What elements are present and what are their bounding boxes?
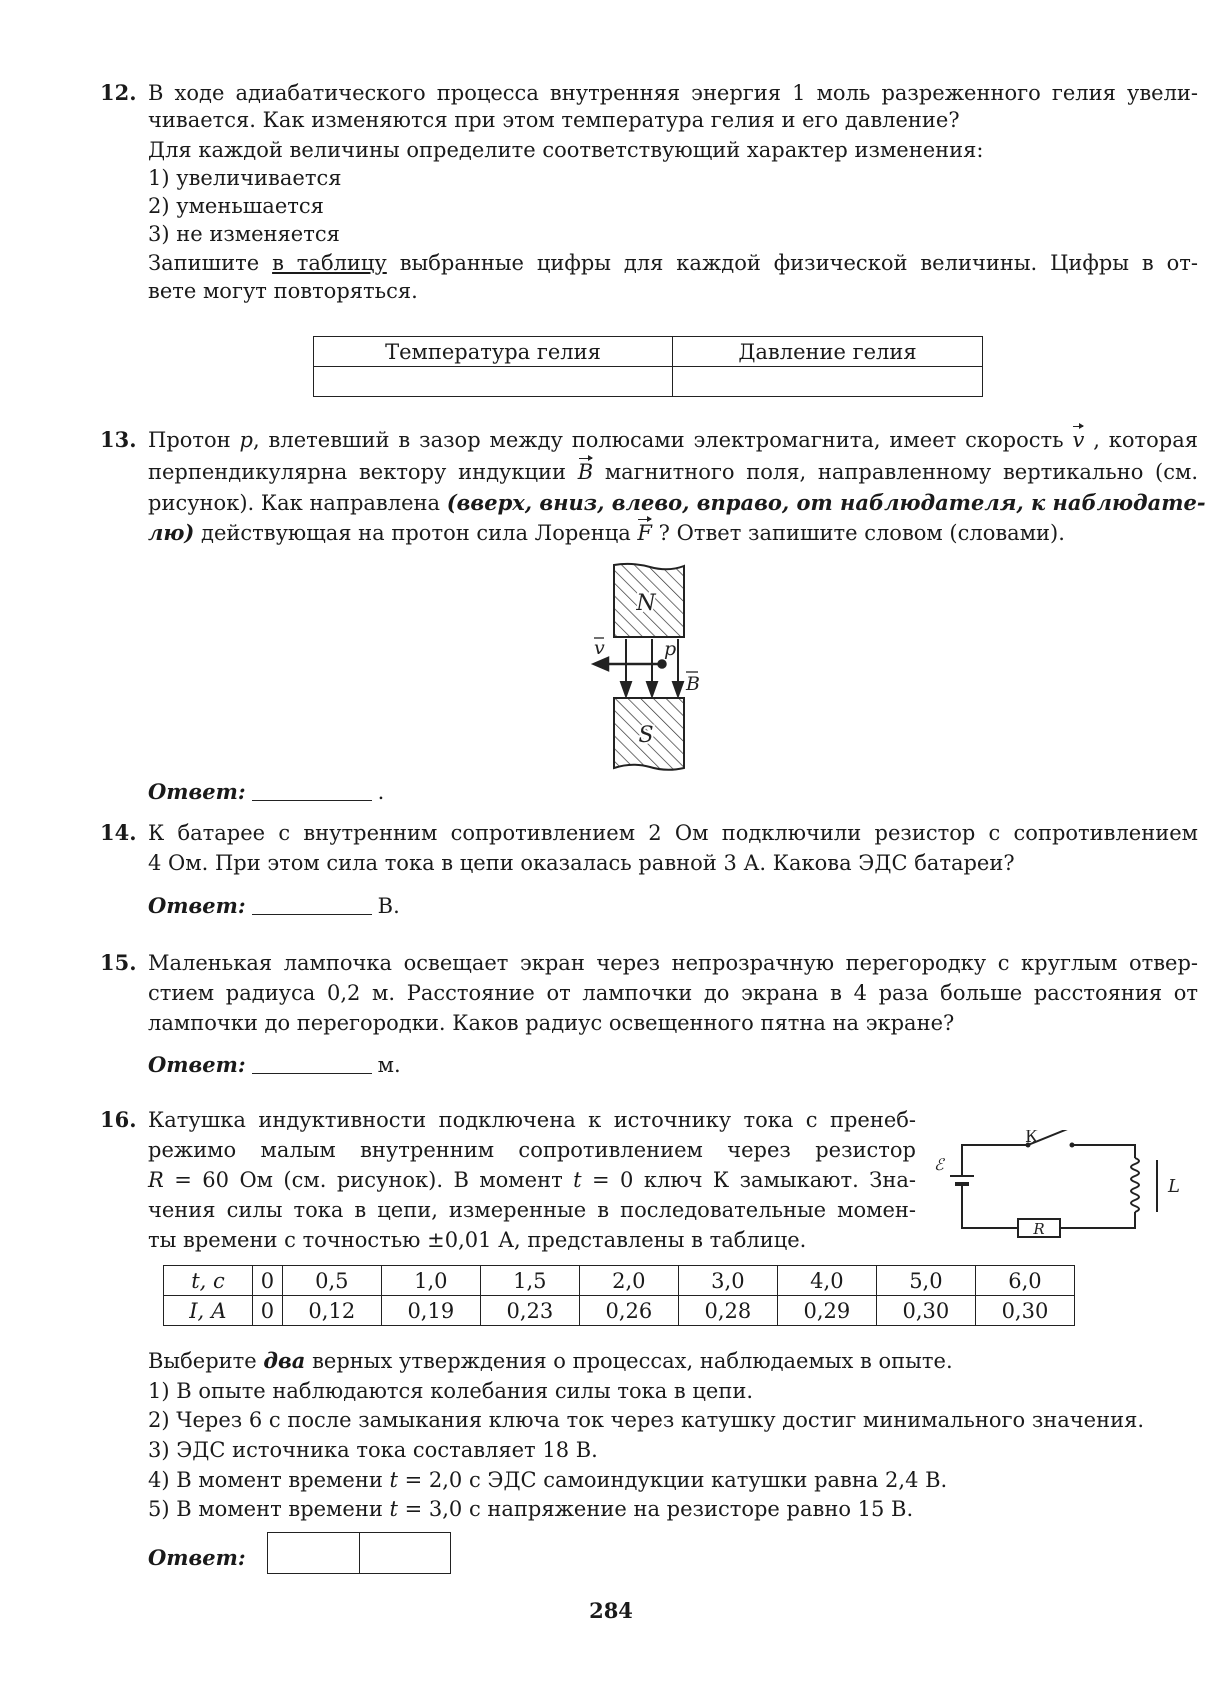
answer-unit: В. [377,894,400,918]
table-cell: 0,5 [282,1266,381,1296]
emf-label: ℰ [934,1155,944,1174]
answer-line [148,1050,401,1080]
question-text: чения силы тока в цепи, измеренные в последовательные момен- [148,1198,916,1222]
text-fragment: 4) В момент времени [148,1468,390,1492]
table-cell: 0 [253,1296,283,1326]
answer-boxes [267,1532,451,1574]
measurement-table [163,1265,1075,1326]
question-text [148,518,1065,548]
symbol-t: t [389,1468,398,1492]
wire [1072,1145,1135,1158]
question-text: Маленькая лампочка освещает экран через непрозрачную перегородку с круглым отвер- [148,951,1198,975]
question-text: вете могут повторяться. [148,279,418,303]
answer-blank[interactable] [252,780,372,801]
answer-line [148,891,400,921]
velocity-arrow [594,658,666,670]
text-fragment: = 60 Ом (см. рисунок). В момент [163,1168,574,1192]
answer-blank[interactable] [252,1053,372,1074]
statement-item [148,1465,947,1495]
question-number: 12. [100,80,137,105]
table-row [164,1296,1075,1326]
answer-line [148,1543,246,1573]
text-fragment: верных утверждения о процессах, наблюдаемых в опыте. [305,1349,953,1373]
answer-label: Ответ: [148,1052,246,1077]
question-text [148,488,1206,518]
question-text [148,248,1198,278]
question-text: Для каждой величины определите соответствующий характер изменения: [148,138,984,162]
statement-item: 2) Через 6 с после замыкания ключа ток через катушку достиг минимального значения. [148,1408,1145,1432]
question-text [148,1165,916,1195]
symbol-p: p [239,428,253,452]
text-fragment: , которая [1084,428,1198,452]
question-number: 14. [100,820,137,845]
table-cell: 0,30 [975,1296,1074,1326]
inductor-label: L [1168,1176,1180,1197]
switch-contact [1070,1143,1075,1148]
text-fragment: магнитного поля, направленному вертикально (см. [593,460,1198,484]
statement-item: 3) ЭДС источника тока составляет 18 В. [148,1438,598,1462]
table-cell: 0,30 [876,1296,975,1326]
text-fragment: 5) В момент времени [148,1497,390,1521]
resistor-label: R [1033,1220,1045,1238]
answer-box[interactable] [268,1533,360,1573]
answer-table [313,336,983,397]
switch-label: К [1025,1130,1039,1147]
option-item: 3) не изменяется [148,222,340,246]
question-text [148,1346,953,1376]
vector-b: B [578,457,593,487]
answer-line [148,777,384,807]
question-number: 15. [100,950,137,975]
underlined-text: в таблицу [272,251,387,275]
table-cell: 0,23 [480,1296,579,1326]
table-cell: 0,28 [678,1296,777,1326]
question-text: чивается. Как изменяются при этом температура гелия и его давление? [148,108,960,132]
table-row [164,1266,1075,1296]
proton-label: p [664,638,677,660]
text-fragment: действующая на протон сила Лоренца [194,521,638,545]
text-fragment: = 3,0 с напряжение на резисторе равно 15 В. [397,1497,914,1521]
answer-blank[interactable] [252,894,372,915]
north-pole [614,564,684,637]
text-fragment: ? Ответ запишите словом (словами). [652,521,1065,545]
text-fragment: = 2,0 с ЭДС самоиндукции катушки равна 2,4 В. [397,1468,948,1492]
row-header: t, с [164,1266,253,1296]
table-cell: 6,0 [975,1266,1074,1296]
table-cell: 5,0 [876,1266,975,1296]
question-text: ты времени с точностью ±0,01 А, представлены в таблице. [148,1228,807,1252]
question-text: режимо малым внутренним сопротивлением через резистор [148,1138,916,1162]
text-fragment: , влетевший в зазор между полюсами электромагнита, имеет скорость [253,428,1073,452]
symbol-t: t [573,1168,582,1192]
table-cell: 0,19 [381,1296,480,1326]
table-cell: 0 [253,1266,283,1296]
question-text: Катушка индуктивности подключена к источнику тока с пренеб- [148,1108,916,1132]
south-label: S [638,723,654,748]
emphasis-text: два [263,1348,306,1373]
text-fragment: рисунок). Как направлена [148,491,447,515]
question-text [148,425,1198,455]
question-text: 4 Ом. При этом сила тока в цепи оказалась равной 3 А. Какова ЭДС батареи? [148,851,1015,875]
table-cell: 4,0 [777,1266,876,1296]
table-cell: 0,29 [777,1296,876,1326]
answer-label: Ответ: [148,1545,246,1570]
question-text: К батарее с внутренним сопротивлением 2 Ом подключили резистор с сопротивлением [148,821,1198,845]
text-fragment: Запишите [148,251,273,275]
symbol-t: t [389,1497,398,1521]
text-fragment: выбранные цифры для каждой физической величины. Цифры в от- [386,251,1199,275]
options-text: лю) [148,520,195,545]
text-fragment: = 0 ключ К замыкают. Зна- [581,1168,916,1192]
statement-item [148,1494,913,1524]
wire [1060,1212,1135,1228]
question-number: 16. [100,1107,137,1132]
south-pole [614,698,684,770]
option-item: 2) уменьшается [148,194,324,218]
table-cell: 0,12 [282,1296,381,1326]
question-text: лампочки до перегородки. Каков радиус освещенного пятна на экране? [148,1011,955,1035]
options-text: (вверх, вниз, влево, вправо, от наблюдателя, к наблюдате- [446,490,1206,515]
table-cell: 0,26 [579,1296,678,1326]
page-number: 284 [589,1598,633,1623]
statement-item: 1) В опыте наблюдаются колебания силы тока в цепи. [148,1379,754,1403]
velocity-label: v [594,637,605,659]
text-fragment: Протон [148,428,240,452]
wire [962,1145,1028,1166]
answer-suffix: . [377,780,385,804]
answer-cell[interactable] [314,367,673,397]
column-header: Температура гелия [314,337,673,367]
table-cell: 1,5 [480,1266,579,1296]
question-text: В ходе адиабатического процесса внутренняя энергия 1 моль разреженного гелия увели- [148,81,1198,105]
question-number: 13. [100,427,137,452]
vector-v: v [1072,425,1084,455]
row-header: I, А [164,1296,253,1326]
question-text: стием радиуса 0,2 м. Расстояние от лампочки до экрана в 4 раза больше расстояния от [148,981,1198,1005]
electromagnet-figure [580,562,710,774]
field-label: B [686,673,700,695]
column-header: Давление гелия [673,337,983,367]
circuit-diagram [930,1130,1190,1240]
symbol-r: R [148,1168,164,1192]
answer-box[interactable] [360,1533,451,1573]
option-item: 1) увеличивается [148,166,342,190]
table-cell: 2,0 [579,1266,678,1296]
table-cell: 1,0 [381,1266,480,1296]
answer-cell[interactable] [673,367,983,397]
wire [962,1190,1018,1228]
answer-label: Ответ: [148,779,246,804]
answer-unit: м. [377,1053,401,1077]
vector-f: F [637,518,652,548]
answer-label: Ответ: [148,893,246,918]
text-fragment: перпендикулярна вектору индукции [148,460,578,484]
table-cell: 3,0 [678,1266,777,1296]
north-label: N [636,591,656,616]
text-fragment: Выберите [148,1349,264,1373]
inductor-coil [1131,1158,1139,1212]
question-text [148,457,1198,487]
